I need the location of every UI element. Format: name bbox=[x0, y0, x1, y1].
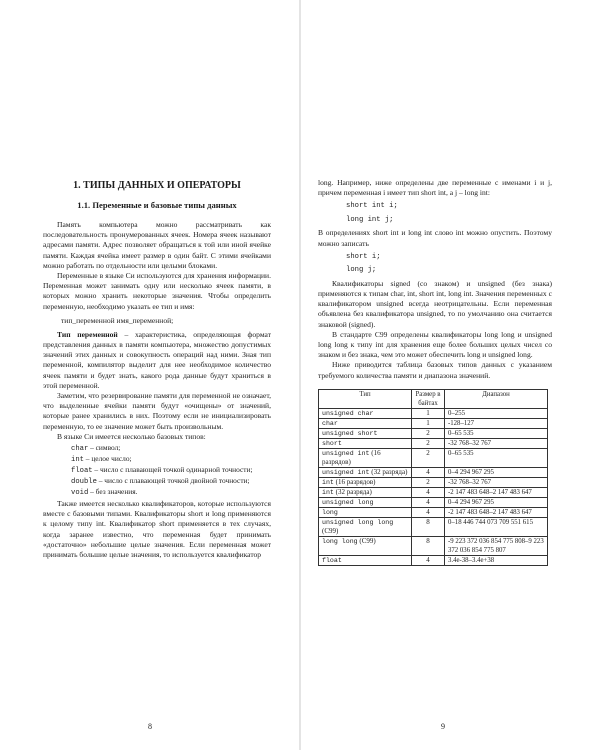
table-row bbox=[319, 555, 548, 565]
cell-type bbox=[319, 517, 412, 536]
left-page-content bbox=[43, 180, 271, 560]
cell-size: 4 bbox=[412, 507, 445, 517]
keyword: double bbox=[71, 478, 97, 487]
table-row bbox=[319, 428, 548, 438]
table-row bbox=[319, 487, 548, 497]
type-name: unsigned char bbox=[322, 409, 374, 417]
cell-type bbox=[319, 487, 412, 497]
type-name: char bbox=[322, 419, 338, 427]
list-item bbox=[71, 443, 271, 454]
header-size: Размер в байтах bbox=[412, 389, 445, 408]
base-types-list bbox=[71, 443, 271, 498]
cell-range: -9 223 372 036 854 775 808–9 223 372 036 854 775 807 bbox=[445, 536, 548, 555]
type-name: short bbox=[322, 439, 342, 447]
cell-range: 0–65 535 bbox=[445, 428, 548, 438]
table-row bbox=[319, 507, 548, 517]
list-item bbox=[71, 465, 271, 476]
paragraph-type-definition bbox=[43, 330, 271, 391]
header-range: Диапазон bbox=[445, 389, 548, 408]
cell-range: 0–4 294 967 295 bbox=[445, 497, 548, 507]
page-number-right: 9 bbox=[441, 722, 445, 731]
cell-range: -2 147 483 648–2 147 483 647 bbox=[445, 487, 548, 497]
list-item bbox=[71, 487, 271, 498]
table-row bbox=[319, 408, 548, 418]
paragraph-memory-reservation: Заметим, что резервирование памяти для переменной не означает, что выделенные ячейки памяти будут «очищены» от значений, которые ранее хранились в них. Поэтому если не инициализировать переменную, то ее значение может быть произвольным. bbox=[43, 391, 271, 431]
cell-size: 1 bbox=[412, 408, 445, 418]
cell-type bbox=[319, 507, 412, 517]
keyword: float bbox=[71, 467, 93, 476]
cell-size: 2 bbox=[412, 448, 445, 467]
code-long: long j; bbox=[346, 266, 377, 275]
cell-size: 4 bbox=[412, 497, 445, 507]
cell-size: 2 bbox=[412, 438, 445, 448]
table-row bbox=[319, 438, 548, 448]
keyword: int bbox=[71, 456, 84, 465]
type-note: (16 разрядов) bbox=[333, 477, 376, 486]
cell-type bbox=[319, 438, 412, 448]
table-row bbox=[319, 477, 548, 487]
type-note: (32 разряда) bbox=[369, 467, 408, 476]
page-number-left: 8 bbox=[148, 722, 152, 731]
cell-range: -32 768–32 767 bbox=[445, 438, 548, 448]
table-row bbox=[319, 517, 548, 536]
table-row bbox=[319, 467, 548, 477]
type-name: int bbox=[322, 478, 334, 486]
paragraph-base-types-intro: В языке Си имеется несколько базовых типов: bbox=[57, 431, 206, 441]
type-name: long bbox=[322, 508, 338, 516]
term-variable-type: Тип переменной bbox=[57, 329, 118, 339]
paragraph-long-example: long. Например, ниже определены две переменные с именами i и j, причем переменная i имеет тип short int, а j – long int: bbox=[318, 178, 552, 198]
type-name: unsigned long long bbox=[322, 518, 394, 526]
types-table bbox=[318, 389, 548, 566]
cell-size: 2 bbox=[412, 477, 445, 487]
cell-size: 4 bbox=[412, 487, 445, 497]
type-note: (C99) bbox=[357, 536, 376, 545]
paragraph-c99: В стандарте C99 определены квалификаторы long long и unsigned long long к типу int для хранения еще более больших целых чисел со знаком и без знака, чем это может обеспечить long и unsigned long. bbox=[318, 329, 552, 360]
type-note: (32 разряда) bbox=[333, 487, 372, 496]
type-name: long long bbox=[322, 537, 358, 545]
table-header-row bbox=[319, 389, 548, 408]
cell-size: 8 bbox=[412, 517, 445, 536]
cell-range: -2 147 483 648–2 147 483 647 bbox=[445, 507, 548, 517]
type-name: float bbox=[322, 556, 342, 564]
code-declaration: тип_переменной имя_переменной; bbox=[61, 315, 174, 325]
cell-range: -32 768–32 767 bbox=[445, 477, 548, 487]
cell-range: 0–255 bbox=[445, 408, 548, 418]
keyword: char bbox=[71, 445, 89, 454]
cell-size: 8 bbox=[412, 536, 445, 555]
header-type: Тип bbox=[319, 389, 412, 408]
type-name: unsigned int bbox=[322, 468, 370, 476]
keyword-description: – число с плавающей точкой двойной точности; bbox=[96, 476, 250, 486]
cell-type bbox=[319, 497, 412, 507]
type-note: (16 разрядов) bbox=[322, 448, 381, 466]
keyword: void bbox=[71, 489, 89, 498]
cell-size: 4 bbox=[412, 467, 445, 477]
table-row bbox=[319, 448, 548, 467]
cell-range: -128–127 bbox=[445, 418, 548, 428]
paragraph-variables: Переменные в языке Си используются для хранения информации. Переменная может занимать одну или несколько ячеек памяти, в которых можно хранить некоторые значения. Чтобы определить переменную, необходимо указать ее тип и имя: bbox=[43, 271, 271, 311]
cell-type bbox=[319, 408, 412, 418]
cell-range: 3.4e-38–3.4e+38 bbox=[445, 555, 548, 565]
table-row bbox=[319, 418, 548, 428]
keyword-description: – число с плавающей точкой одинарной точности; bbox=[92, 465, 253, 475]
paragraph-memory: Память компьютера можно рассматривать как последовательность пронумерованных ячеек. Номера ячеек называют адресами памяти. Адрес позволяет обращаться к той или иной ячейке памяти. Каждая ячейка имеет размер в один байт. С этими ячейками можно работать по отдельности или целыми блоками. bbox=[43, 220, 271, 270]
list-item bbox=[71, 476, 271, 487]
keyword-description: – целое число; bbox=[83, 454, 132, 464]
table-row bbox=[319, 497, 548, 507]
cell-type bbox=[319, 555, 412, 565]
cell-type bbox=[319, 428, 412, 438]
section-title: 1.1. Переменные и базовые типы данных bbox=[77, 200, 237, 210]
type-name: unsigned short bbox=[322, 429, 378, 437]
list-item bbox=[71, 454, 271, 465]
cell-type bbox=[319, 467, 412, 477]
chapter-title: 1. ТИПЫ ДАННЫХ И ОПЕРАТОРЫ bbox=[73, 180, 241, 191]
cell-size: 1 bbox=[412, 418, 445, 428]
cell-type bbox=[319, 536, 412, 555]
cell-range: 0–18 446 744 073 709 551 615 bbox=[445, 517, 548, 536]
right-page-content bbox=[318, 178, 552, 566]
type-name: unsigned long bbox=[322, 498, 374, 506]
cell-range: 0–4 294 967 295 bbox=[445, 467, 548, 477]
code-short: short i; bbox=[346, 252, 381, 261]
type-note: (C99) bbox=[322, 526, 339, 535]
paragraph-table-intro: Ниже приводится таблица базовых типов данных с указанием требуемого количества памяти и диапазона значений. bbox=[318, 360, 552, 380]
paragraph-qualifiers: Также имеется несколько квалификаторов, которые используются вместе с базовыми типами. Квалификаторы short и long применяются к целому типу int. Квалификатор short применяется в тех случаях, когда заранее известно, что переменная будет принимать «достаточно» небольшие целые значения. Если переменная может принимать большие целые значения, то используется квалификатор bbox=[43, 499, 271, 560]
cell-type bbox=[319, 477, 412, 487]
cell-range: 0–65 535 bbox=[445, 448, 548, 467]
cell-type bbox=[319, 448, 412, 467]
keyword-description: – без значения. bbox=[88, 487, 138, 497]
cell-size: 2 bbox=[412, 428, 445, 438]
code-long-int: long int j; bbox=[346, 215, 394, 224]
type-definition-text: – характеристика, определяющая формат представления данных в памяти компьютера, множество допустимых значений этих данных и совокупность операций над ними. Зная тип переменной, компилятор выделит для нее необходимое количество ячеек памяти и будет знать, какого рода данные будут храниться в этой переменной. bbox=[43, 329, 271, 390]
type-name: int bbox=[322, 488, 334, 496]
right-page bbox=[300, 0, 600, 750]
code-short-int: short int i; bbox=[346, 202, 398, 211]
table-row bbox=[319, 536, 548, 555]
paragraph-omit-int: В определениях short int и long int слово int можно опустить. Поэтому можно записать bbox=[318, 228, 552, 248]
cell-size: 4 bbox=[412, 555, 445, 565]
type-name: unsigned int bbox=[322, 449, 370, 457]
paragraph-signed-unsigned: Квалификаторы signed (со знаком) и unsigned (без знака) применяются к типам char, int, short int, long int. Значения переменных с квалификатором unsigned всегда неотрицательны. Если переменная объявлена без квалификатора unsigned, то по умолчанию она считается знаковой (signed). bbox=[318, 278, 552, 329]
keyword-description: – символ; bbox=[88, 443, 121, 453]
cell-type bbox=[319, 418, 412, 428]
